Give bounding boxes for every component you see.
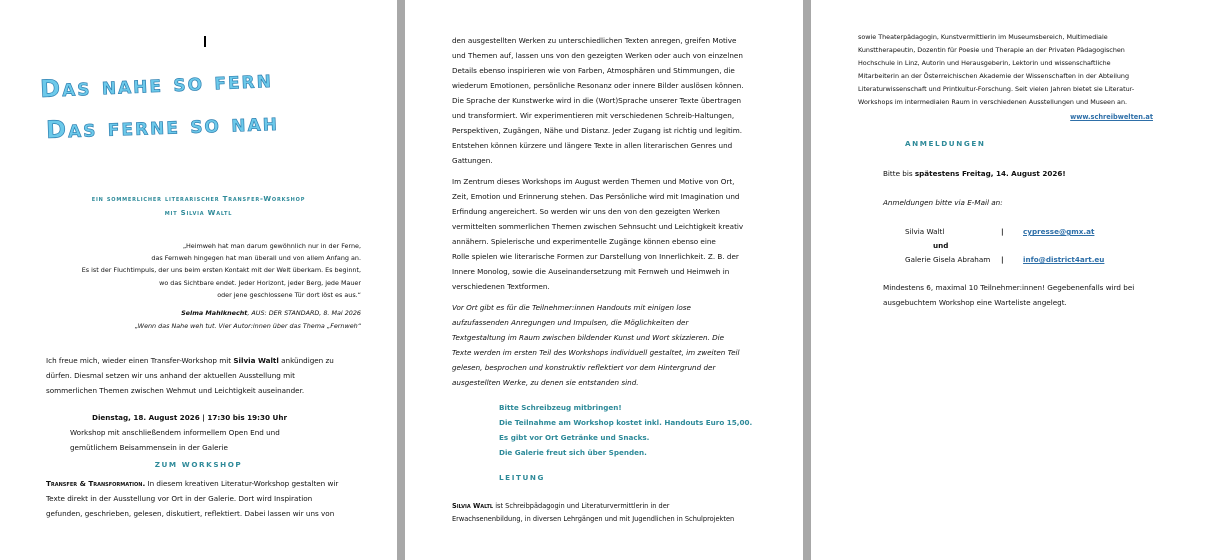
contact-and: und bbox=[933, 241, 949, 250]
body-line: vermittelten sommerlichen Themen zwischen Sehnsucht und Leichtigkeit kreativ bbox=[452, 222, 744, 231]
intro-text: Ich freue mich, wieder einen Transfer-Workshop mit bbox=[46, 356, 234, 365]
body-line: wiederum Emotionen, persönliche Resonanz oder innere Bilder auslösen können. bbox=[452, 81, 744, 90]
body-line: Zeit, Emotion und Erinnerung stehen. Das Persönliche wird mit Imagination und bbox=[452, 192, 740, 201]
title-line-2: Das ferne so nah bbox=[45, 107, 280, 145]
contact1-name: Silvia Waltl bbox=[905, 227, 945, 236]
body-line: annähern. Spielerische und experimentelle Zugänge können ebenso eine bbox=[452, 237, 716, 246]
note-line: Bitte Schreibzeug mitbringen! bbox=[499, 403, 622, 412]
title-line-1: Das nahe so fern bbox=[39, 64, 274, 104]
workshop-lead: Transfer & Transformation. bbox=[46, 479, 146, 488]
event-date: Dienstag, 18. August 2026 | 17:30 bis 19:30 Uhr bbox=[92, 413, 288, 422]
closing-line: Mindestens 6, maximal 10 Teilnehmer:innen! Gegebenenfalls wird bei bbox=[883, 283, 1135, 292]
body-line: ausgestellten Werke, zu denen sie entstanden sind. bbox=[452, 378, 639, 387]
body-line: und transformiert. Wir experimentieren mit verschiedenen Schreib-Haltungen, bbox=[452, 111, 735, 120]
quote-line: wo das Sichtbare endet. Jeder Horizont, jeder Berg, jede Mauer bbox=[159, 278, 361, 287]
document-page-2[interactable] bbox=[405, 0, 803, 560]
email-intro: Anmeldungen bitte via E-Mail an: bbox=[883, 198, 1003, 207]
text-cursor bbox=[204, 36, 206, 47]
bio-text: ist Schreibpädagogin und Literaturvermittlerin in der bbox=[493, 502, 670, 510]
subtitle-line-2: mit Silvia Waltl bbox=[164, 209, 233, 217]
intro-paragraph bbox=[46, 368, 304, 398]
quote-block bbox=[82, 240, 361, 301]
intro-text: ankündigen zu bbox=[278, 356, 334, 365]
contact2-email-link[interactable]: info@district4art.eu bbox=[1023, 255, 1105, 264]
intro-line: sommerlichen Themen zwischen Wehmut und Leichtigkeit auseinander. bbox=[46, 386, 305, 395]
event-detail-2: gemütlichem Beisammensein in der Galerie bbox=[70, 443, 228, 452]
notes-block bbox=[499, 400, 752, 460]
deadline-date: spätestens Freitag, 14. August 2026! bbox=[914, 169, 1066, 178]
section-heading-leitung: LEITUNG bbox=[499, 473, 546, 482]
contact2-separator: | bbox=[1001, 255, 1004, 264]
bio-line: Workshops im intermedialen Raum in verschiedenen Ausstellungen und Museen an. bbox=[858, 98, 1128, 106]
body-line: Vor Ort gibt es für die Teilnehmer:innen Handouts mit einigen lose bbox=[452, 303, 691, 312]
document-page-1[interactable] bbox=[0, 0, 397, 560]
note-line: Die Galerie freut sich über Spenden. bbox=[499, 448, 647, 457]
closing-paragraph bbox=[883, 280, 1134, 310]
quote-line: oder jene geschlossene Tür dort löst es aus.“ bbox=[217, 290, 361, 299]
paragraph-1 bbox=[452, 33, 744, 168]
body-line: den ausgestellten Werken zu unterschiedlichen Texten anregen, greifen Motive bbox=[452, 36, 737, 45]
paragraph-3 bbox=[452, 300, 740, 390]
event-detail-1: Workshop mit anschließendem informellem Open End und bbox=[70, 428, 280, 437]
contact1-separator: | bbox=[1001, 227, 1004, 236]
body-line: aufzufassenden Anregungen und Impulsen, die Möglichkeiten der bbox=[452, 318, 689, 327]
body-line: Textgestaltung im Raum zwischen bildender Kunst und Wort skizzieren. Die bbox=[452, 333, 725, 342]
section-heading-workshop: ZUM WORKSHOP bbox=[154, 460, 243, 469]
bio-line: Literaturwissenschaft und Printkultur-Forschung. Seit vielen Jahren bietet sie Literatur- bbox=[858, 85, 1135, 93]
website-link[interactable]: www.schreibwelten.at bbox=[1070, 113, 1153, 121]
body-line: Die Sprache der Kunstwerke wird in die (Wort)Sprache unserer Texte übertragen bbox=[452, 96, 742, 105]
bio-name: Silvia Waltl bbox=[452, 502, 494, 510]
quote-caption: „Wenn das Nahe weh tut. Vier Autor:innen über das Thema „Fernweh“ bbox=[134, 322, 361, 330]
body-line: Im Zentrum dieses Workshops im August werden Themen und Motive von Ort, bbox=[452, 177, 735, 186]
intro-name: Silvia Waltl bbox=[233, 356, 279, 365]
body-line: verschiedenen Textformen. bbox=[452, 282, 550, 291]
body-line: Rolle spielen wie literarische Formen zur Darstellung von Innerlichkeit. Z. B. der bbox=[452, 252, 739, 261]
note-line: Die Teilnahme am Workshop kostet inkl. Handouts Euro 15,00. bbox=[499, 418, 753, 427]
contact2-name: Galerie Gisela Abraham bbox=[905, 255, 991, 264]
intro-line: dürfen. Diesmal setzen wir uns anhand der aktuellen Ausstellung mit bbox=[46, 371, 295, 380]
workshop-paragraph bbox=[46, 491, 334, 521]
intro-line-1 bbox=[46, 353, 334, 368]
note-line: Es gibt vor Ort Getränke und Snacks. bbox=[499, 433, 650, 442]
bio-line-2: Erwachsenenbildung, in diversen Lehrgängen und mit Jugendlichen in Schulprojekten bbox=[452, 515, 735, 523]
body-line: und Themen auf, lassen uns von den gezeigten Werken oder auch von einzelnen bbox=[452, 51, 743, 60]
bio-line: Kunsttherapeutin, Dozentin für Poesie und Therapie an der Privaten Pädagogischen bbox=[858, 46, 1125, 54]
body-line: Perspektiven, Zugängen, Nähe und Distanz. Jeder Zugang ist richtig und legitim. bbox=[452, 126, 743, 135]
bio-line: Hochschule in Linz, Autorin und Herausgeberin, Lektorin und wissenschaftliche bbox=[858, 59, 1111, 67]
workshop-text: In diesem kreativen Literatur-Workshop gestalten wir bbox=[145, 479, 339, 488]
subtitle-line-1: ein sommerlicher literarischer Transfer-Workshop bbox=[91, 195, 306, 203]
quote-source: , AUS: DER STANDARD, 8. Mai 2026 bbox=[247, 309, 361, 317]
section-heading-anmeldungen: ANMELDUNGEN bbox=[905, 139, 986, 148]
body-line: Erfindung angereichert. So werden wir uns den von den gezeigten Werken bbox=[452, 207, 720, 216]
closing-line: ausgebuchtem Workshop eine Warteliste angelegt. bbox=[883, 298, 1067, 307]
body-line: Texte werden im ersten Teil des Workshops individuell gestaltet, im zweiten Teil bbox=[452, 348, 740, 357]
body-line: gelesen, besprochen und konstruktiv reflektiert vor dem Hintergrund der bbox=[452, 363, 716, 372]
quote-line: das Fernweh hingegen hat man überall und von allem Anfang an. bbox=[151, 254, 361, 263]
quote-line: „Heimweh hat man darum gewöhnlich nur in der Ferne, bbox=[182, 242, 361, 250]
paragraph-2 bbox=[452, 174, 743, 294]
body-line: Innere Monolog, sowie die Auseinandersetzung mit Fernweh und Heimweh in bbox=[452, 267, 730, 276]
deadline-text: Bitte bis bbox=[883, 169, 915, 178]
document-page-3[interactable] bbox=[811, 0, 1208, 560]
body-line: Gattungen. bbox=[452, 156, 493, 165]
workshop-line-1 bbox=[46, 476, 338, 491]
body-line: Entstehen können kürzere und längere Texte in allen literarischen Genres und bbox=[452, 141, 733, 150]
workshop-line: Texte direkt in der Ausstellung vor Ort in der Galerie. Dort wird Inspiration bbox=[46, 494, 313, 503]
workshop-line: gefunden, geschrieben, gelesen, diskutiert, reflektiert. Dabei lassen wir uns von bbox=[46, 509, 335, 518]
quote-attribution bbox=[181, 307, 361, 319]
body-line: Details ebenso inspirieren wie von Farben, Atmosphären und Stimmungen, die bbox=[452, 66, 735, 75]
contact1-email-link[interactable]: cypresse@gmx.at bbox=[1023, 227, 1095, 236]
deadline-line bbox=[883, 166, 1066, 181]
quote-line: Es ist der Fluchtimpuls, der uns beim ersten Kontakt mit der Welt überkam. Es beginnt, bbox=[81, 266, 361, 275]
bio-line: Mitarbeiterin an der Österreichischen Akademie der Wissenschaften in der Abteilung bbox=[858, 72, 1130, 80]
bio-line: sowie Theaterpädagogin, Kunstvermittlerin im Museumsbereich, Multimediale bbox=[858, 33, 1108, 41]
bio-continued bbox=[858, 31, 1134, 109]
quote-author: Selma Mahlknecht bbox=[181, 309, 248, 317]
